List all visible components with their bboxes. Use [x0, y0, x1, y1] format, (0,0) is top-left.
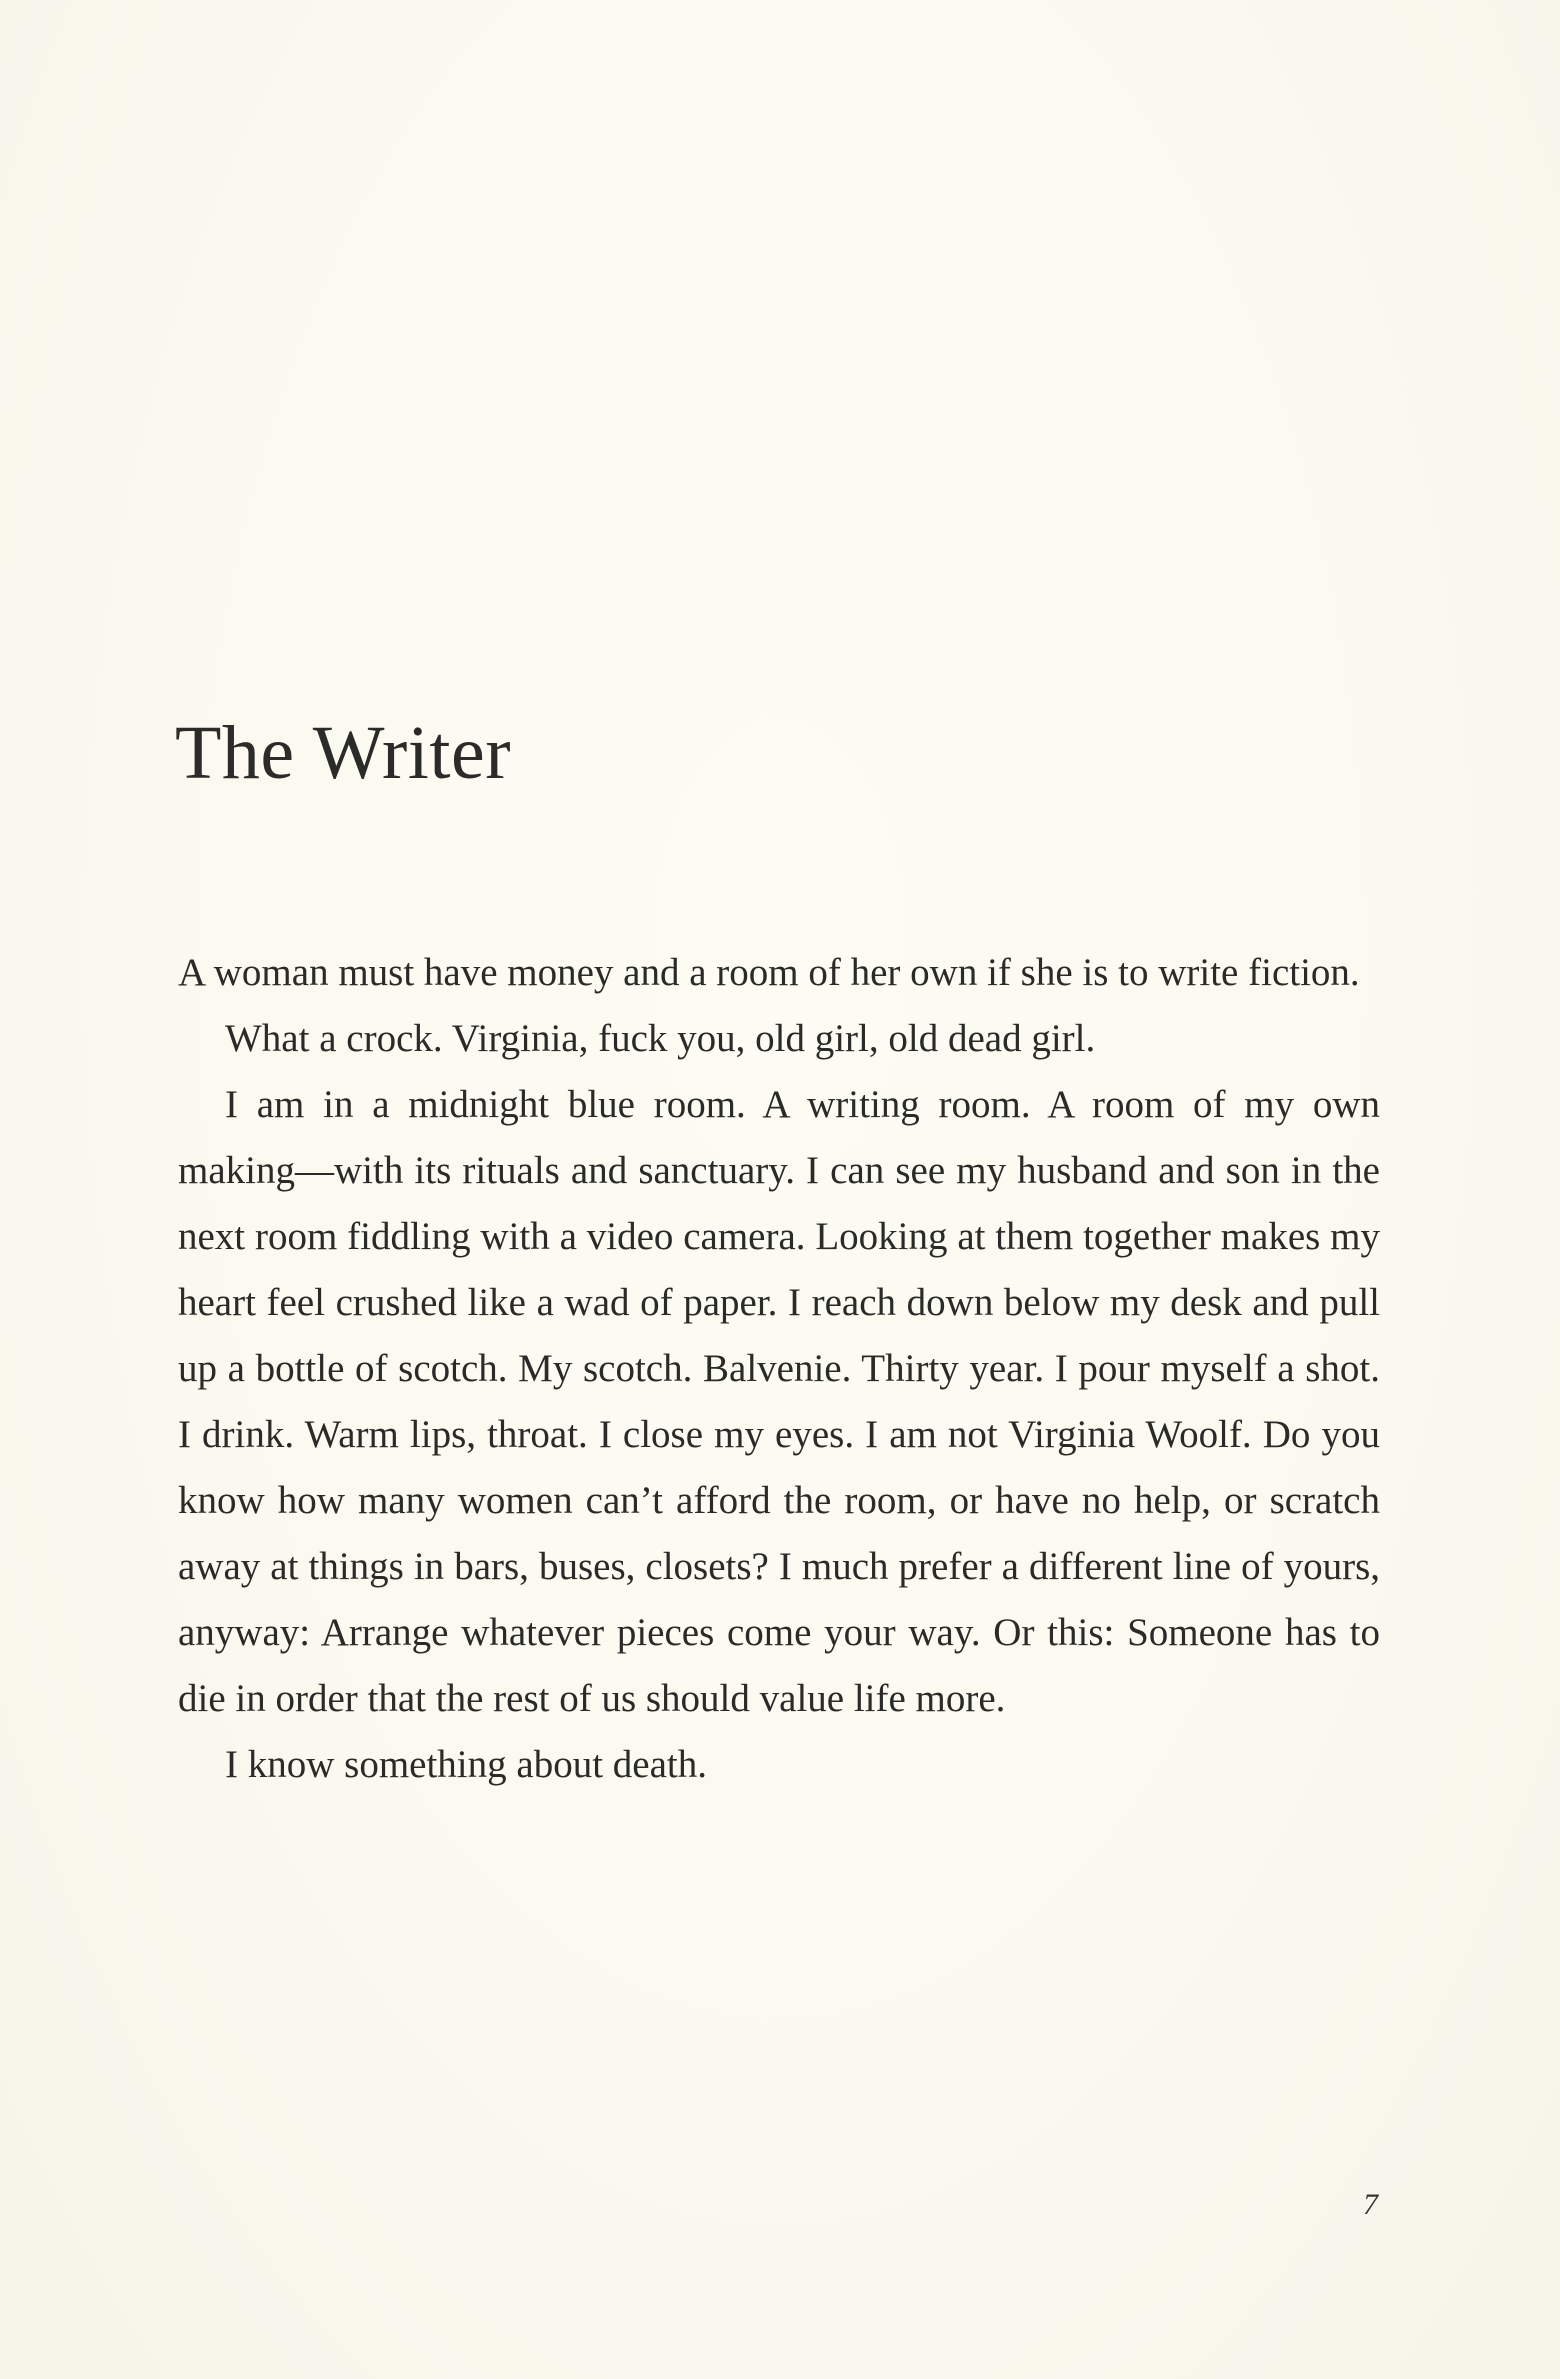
paragraph-4: I know something about death.	[225, 1743, 707, 1786]
page-number: 7	[1363, 2188, 1378, 2221]
paragraph-3: I am in a midnight blue room. A writing room. A room of my own making—with its rituals and sanctuary. I can see my husband and son in the next room fiddling with a video camera. Looking at them together makes my heart feel crushed like a wad of paper. I reach down below my desk and pull up a bottle of scotch. My scotch. Balvenie. Thirty year. I pour myself a shot. I drink. Warm lips, throat. I close my eyes. I am not Virginia Woolf. Do you know how many women can’t afford the room, or have no help, or scratch away at things in bars, buses, closets? I much prefer a different line of yours, anyway: Arrange whatever pieces come your way. Or this: Someone has to die in order that the rest of us should value life more.	[178, 1083, 1380, 1720]
paragraph-1: A woman must have money and a room of her own if she is to write fiction.	[178, 951, 1360, 994]
chapter-title: The Writer	[175, 711, 512, 795]
paragraph-2: What a crock. Virginia, fuck you, old girl, old dead girl.	[225, 1017, 1096, 1060]
body-text	[178, 940, 1380, 1798]
